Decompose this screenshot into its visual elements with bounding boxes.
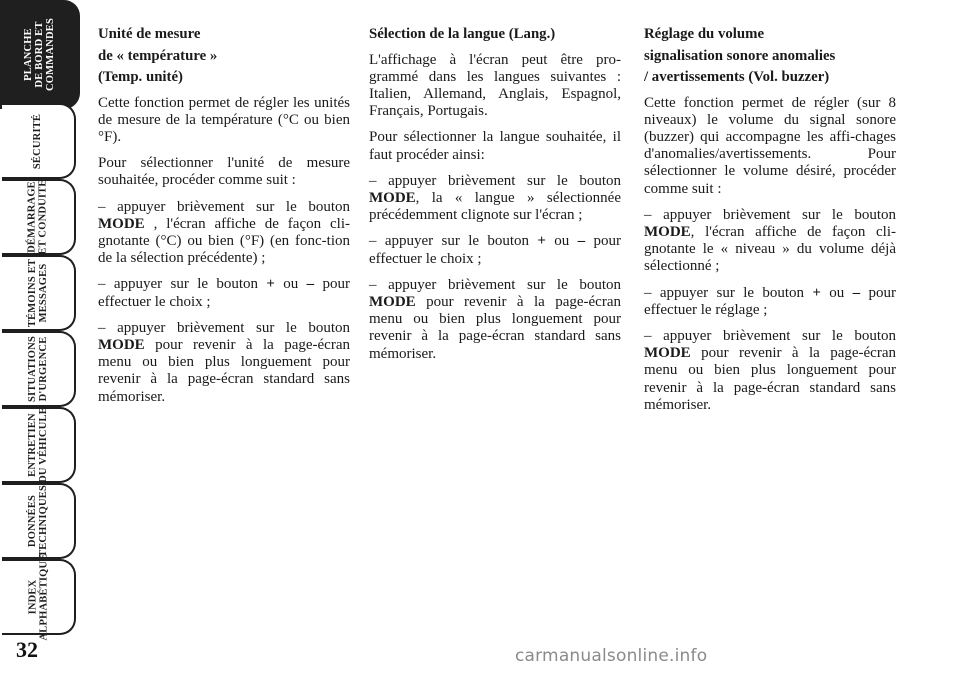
paragraph: Cette fonction permet de régler (sur 8 niveaux) le volume du signal sonore (buzzer) qui accompagne les affi-chages d'anomalies/avertissements. Pour sélectionner le volume désiré, procéder comme suit : bbox=[644, 94, 896, 197]
section-sidebar bbox=[0, 0, 84, 677]
text: , l'écran affiche de façon cli-gnotante (°C) ou bien (°F) (en fonc-tion de la sélection précédente) ; bbox=[98, 215, 350, 267]
mode-button-label: MODE bbox=[644, 345, 691, 362]
paragraph: L'affichage à l'écran peut être pro-grammé dans les langues suivantes : Italien, Allemand, Anglais, Espagnol, Français, Portugais. bbox=[369, 51, 621, 120]
minus-button-label: – bbox=[577, 233, 586, 250]
text: – appuyer brièvement sur le bouton bbox=[644, 206, 896, 223]
text: pour effectuer le choix ; bbox=[369, 233, 622, 267]
tab-entretien[interactable] bbox=[2, 407, 76, 483]
heading-line: de « température » bbox=[98, 47, 218, 64]
paragraph bbox=[98, 276, 350, 310]
text: , la « langue » sélectionnée précédemment clignote sur l'écran ; bbox=[369, 189, 621, 224]
mode-button-label: MODE bbox=[644, 223, 691, 240]
text: pour effectuer le réglage ; bbox=[644, 284, 897, 318]
tab-temoins[interactable] bbox=[2, 255, 76, 331]
heading-line: signalisation sonore anomalies bbox=[644, 47, 836, 64]
text: , l'écran affiche de façon cli-gnotante le « niveau » du volume déjà sélectionné ; bbox=[644, 223, 896, 275]
text: ou bbox=[274, 276, 307, 293]
tab-planche-de-bord[interactable] bbox=[0, 0, 80, 109]
tab-label: TÉMOINS ET MESSAGES bbox=[26, 258, 49, 328]
column-volume bbox=[644, 24, 896, 423]
tab-securite[interactable] bbox=[2, 103, 76, 179]
paragraph bbox=[369, 173, 621, 225]
text: ou bbox=[820, 284, 853, 301]
tab-label: INDEX ALPHABÉTIQUE bbox=[27, 553, 49, 641]
section-heading bbox=[98, 24, 350, 89]
minus-button-label: – bbox=[852, 284, 861, 301]
text: – appuyer sur le bouton bbox=[644, 284, 813, 301]
text: pour revenir à la page-écran menu ou bien plus longuement pour revenir à la page-écran standard sans mémoriser. bbox=[369, 293, 621, 362]
text: pour revenir à la page-écran menu ou bien plus longuement pour revenir à la page-écran standard sans mémoriser. bbox=[98, 336, 350, 405]
section-heading: Sélection de la langue (Lang.) bbox=[369, 26, 556, 42]
tab-label: ENTRETIEN DU VÉHICULE bbox=[27, 407, 50, 483]
tab-situations[interactable] bbox=[2, 331, 76, 407]
paragraph bbox=[369, 233, 621, 267]
column-temperature bbox=[98, 24, 350, 415]
tab-label: PLANCHE DE BORD ET COMMANDES bbox=[22, 18, 56, 91]
tab-label: SÉCURITÉ bbox=[32, 113, 44, 169]
mode-button-label: MODE bbox=[369, 293, 416, 310]
watermark: carmanualsonline.info bbox=[515, 646, 708, 666]
paragraph bbox=[98, 199, 350, 268]
minus-button-label: – bbox=[306, 276, 315, 293]
section-heading bbox=[644, 24, 896, 89]
page-number: 32 bbox=[16, 637, 38, 662]
text: – appuyer brièvement sur le bouton bbox=[644, 327, 896, 344]
mode-button-label: MODE bbox=[98, 336, 145, 353]
heading-line: (Temp. unité) bbox=[98, 69, 183, 85]
tab-demarrage[interactable] bbox=[2, 179, 76, 255]
text: – appuyer brièvement sur le bouton bbox=[369, 172, 621, 189]
plus-button-label: + bbox=[266, 276, 275, 293]
text: – appuyer brièvement sur le bouton bbox=[98, 198, 350, 215]
tab-donnees[interactable] bbox=[2, 483, 76, 559]
mode-button-label: MODE bbox=[98, 215, 145, 232]
paragraph: Pour sélectionner l'unité de mesure souhaitée, procéder comme suit : bbox=[98, 155, 350, 189]
tab-index[interactable] bbox=[2, 553, 76, 641]
paragraph bbox=[644, 285, 896, 319]
text: – appuyer sur le bouton bbox=[98, 276, 267, 293]
text: pour revenir à la page-écran menu ou bien plus longuement pour revenir à la page-écran standard sans mémoriser. bbox=[644, 345, 896, 413]
paragraph bbox=[644, 207, 896, 276]
text: pour effectuer le choix ; bbox=[98, 276, 351, 310]
heading-line: Unité de mesure bbox=[98, 26, 201, 42]
text: – appuyer brièvement sur le bouton bbox=[98, 319, 350, 336]
column-language bbox=[369, 24, 621, 372]
paragraph bbox=[644, 328, 896, 414]
plus-button-label: + bbox=[537, 233, 546, 250]
heading-line: Réglage du volume bbox=[644, 26, 765, 42]
text: – appuyer brièvement sur le bouton bbox=[369, 276, 621, 293]
mode-button-label: MODE bbox=[369, 189, 416, 206]
text: ou bbox=[545, 233, 578, 250]
paragraph: Pour sélectionner la langue souhaitée, il faut procéder ainsi: bbox=[369, 129, 621, 163]
paragraph bbox=[369, 277, 621, 363]
paragraph bbox=[98, 320, 350, 406]
heading-line: / avertissements (Vol. buzzer) bbox=[644, 69, 830, 85]
plus-button-label: + bbox=[812, 284, 821, 301]
text: – appuyer sur le bouton bbox=[369, 233, 538, 250]
tab-label: SITUATIONS D'URGENCE bbox=[27, 336, 49, 402]
paragraph: Cette fonction permet de régler les unités de mesure de la température (°C ou bien °F). bbox=[98, 94, 350, 145]
tab-label: DÉMARRAGE ET CONDUITE bbox=[27, 179, 50, 255]
tab-label: DONNÉES TECHNIQUES bbox=[27, 484, 49, 558]
